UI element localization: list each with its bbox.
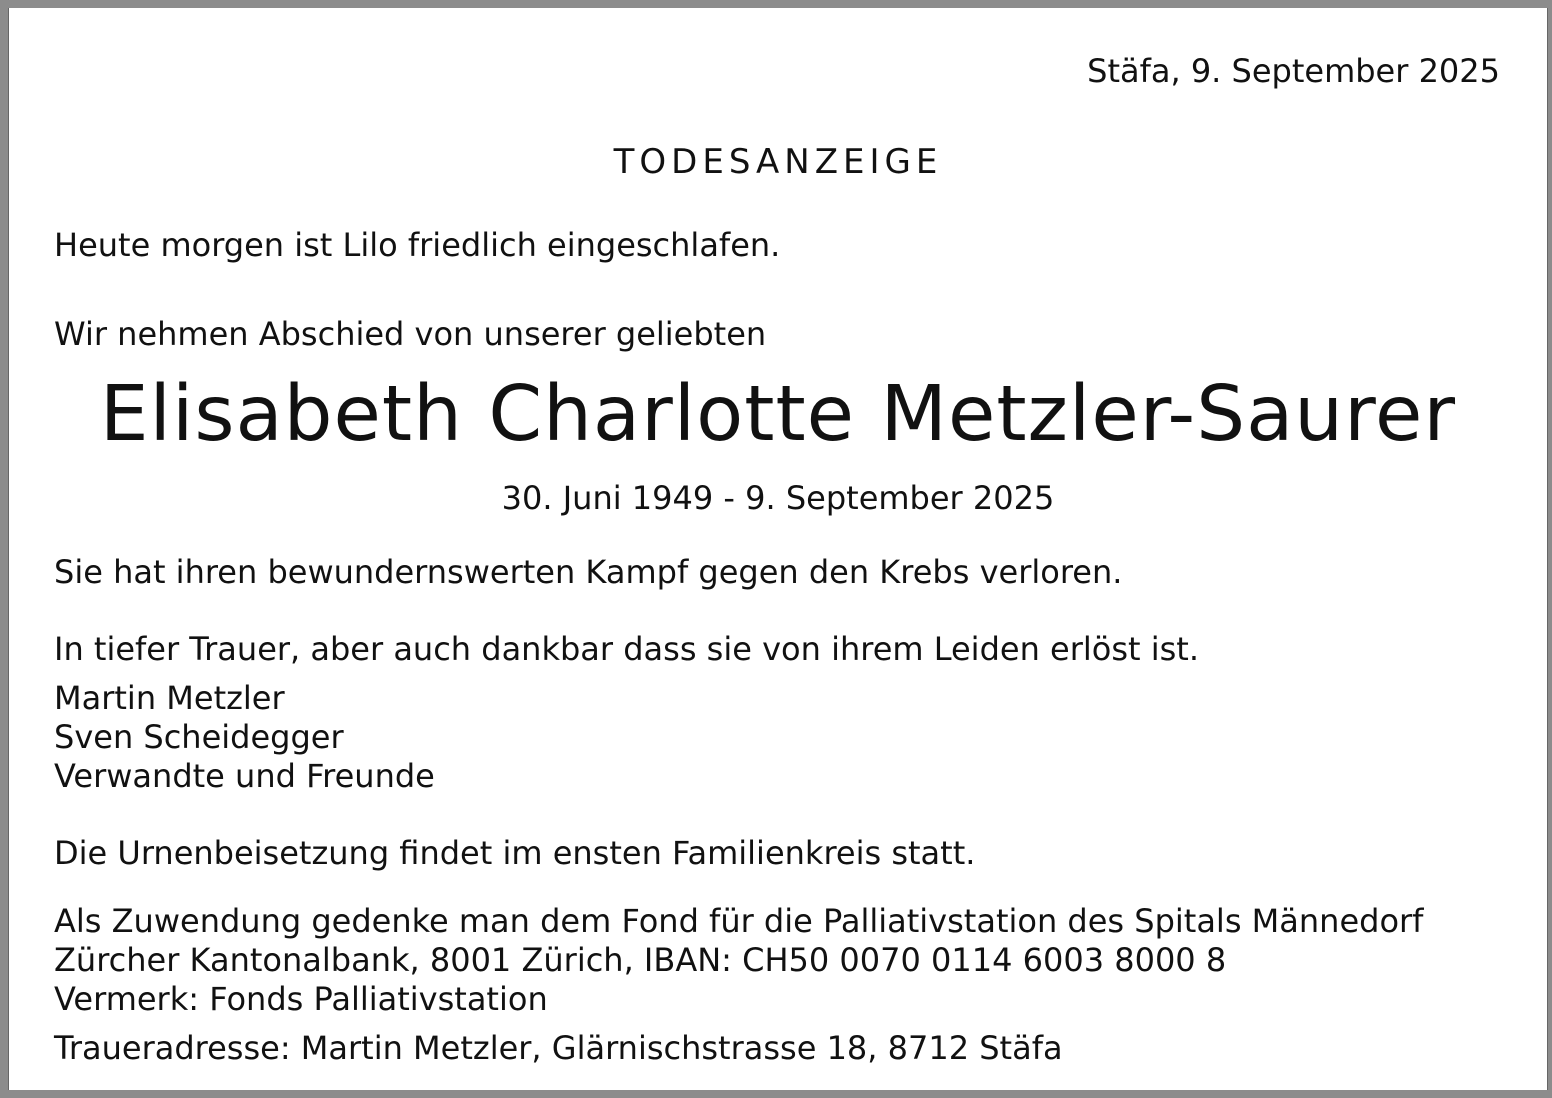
farewell-text: Wir nehmen Abschied von unserer geliebten <box>54 315 767 353</box>
donation-line: Als Zuwendung gedenke man dem Fond für die Palliativstation des Spitals Männedorf <box>54 902 1424 940</box>
mourning-text: In tiefer Trauer, aber auch dankbar dass sie von ihrem Leiden erlöst ist. <box>54 630 1199 668</box>
donation-note-line: Vermerk: Fonds Palliativstation <box>54 980 548 1018</box>
signatory: Martin Metzler <box>54 679 285 717</box>
signatory: Verwandte und Freunde <box>54 757 435 795</box>
intro-text: Heute morgen ist Lilo friedlich eingeschlafen. <box>54 226 781 264</box>
life-dates: 30. Juni 1949 - 9. September 2025 <box>501 479 1055 517</box>
place-date: Stäfa, 9. September 2025 <box>1087 52 1500 90</box>
death-notice-card <box>8 8 1548 1090</box>
deceased-name: Elisabeth Charlotte Metzler-Saurer <box>99 370 1457 459</box>
mourning-address: Traueradresse: Martin Metzler, Glärnischstrasse 18, 8712 Stäfa <box>54 1029 1063 1067</box>
burial-text: Die Urnenbeisetzung findet im ensten Familienkreis statt. <box>54 834 976 872</box>
notice-heading: TODESANZEIGE <box>613 142 943 182</box>
struggle-text: Sie hat ihren bewundernswerten Kampf gegen den Krebs verloren. <box>54 553 1123 591</box>
signatory: Sven Scheidegger <box>54 718 344 756</box>
donation-bank-line: Zürcher Kantonalbank, 8001 Zürich, IBAN: CH50 0070 0114 6003 8000 8 <box>54 941 1227 979</box>
